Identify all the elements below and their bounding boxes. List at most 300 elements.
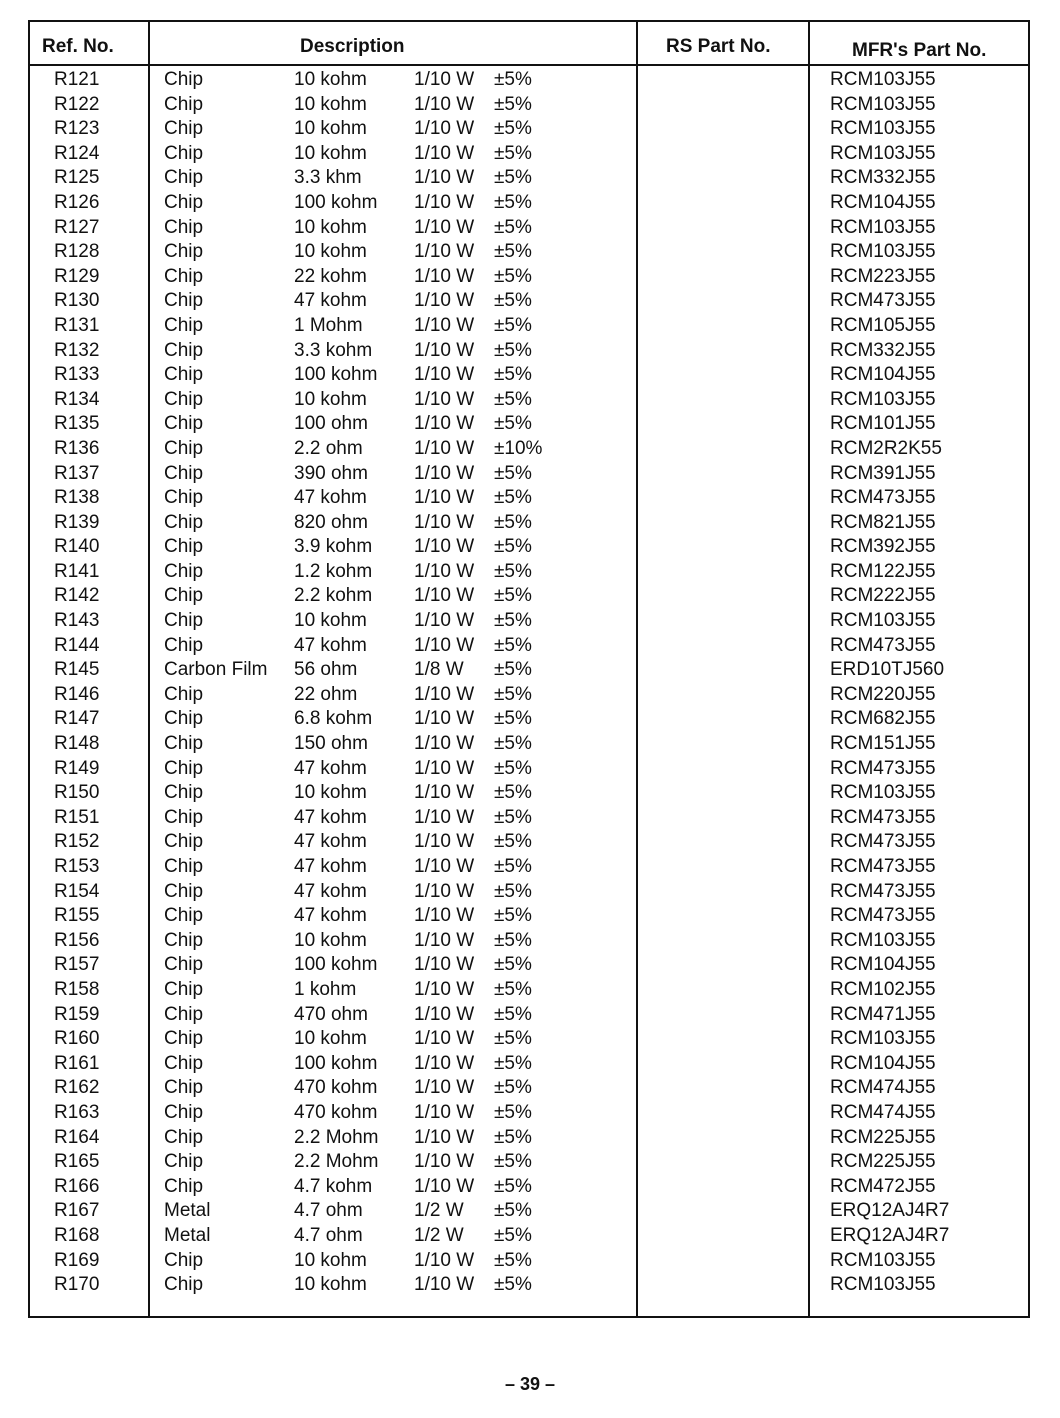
mfr-part-cell: ERQ12AJ4R7 [830, 1200, 950, 1222]
mfr-part-cell: RCM104J55 [830, 191, 936, 213]
ref-cell: R152 [54, 831, 100, 853]
tolerance-cell: ±5% [494, 93, 532, 115]
value-cell: 56 ohm [294, 659, 358, 681]
tolerance-cell: ±5% [494, 1101, 532, 1123]
mfr-part-cell: RCM473J55 [830, 905, 936, 927]
ref-cell: R134 [54, 388, 100, 410]
table-row [30, 412, 1028, 437]
wattage-cell: 1/10 W [414, 167, 475, 189]
table-body [30, 68, 1028, 1298]
type-cell: Carbon Film [164, 659, 268, 681]
header-ref-no: Ref. No. [42, 36, 114, 57]
wattage-cell: 1/8 W [414, 659, 464, 681]
ref-cell: R153 [54, 856, 100, 877]
wattage-cell: 1/10 W [414, 437, 475, 459]
mfr-part-cell: RCM332J55 [830, 167, 936, 189]
table-row [30, 1199, 1028, 1224]
mfr-part-cell: RCM103J55 [830, 69, 936, 90]
value-cell: 10 kohm [294, 142, 367, 164]
value-cell: 3.3 kohm [294, 339, 373, 361]
mfr-part-cell: RCM103J55 [830, 388, 936, 410]
mfr-part-cell: RCM103J55 [830, 1249, 936, 1271]
ref-cell: R170 [54, 1274, 100, 1296]
value-cell: 47 kohm [294, 905, 367, 927]
value-cell: 390 ohm [294, 462, 368, 484]
ref-cell: R156 [54, 929, 100, 951]
mfr-part-cell: RCM473J55 [830, 856, 936, 877]
mfr-part-cell: RCM103J55 [830, 216, 936, 238]
tolerance-cell: ±5% [494, 364, 532, 386]
table-row [30, 830, 1028, 855]
tolerance-cell: ±5% [494, 118, 532, 140]
type-cell: Chip [164, 241, 204, 263]
value-cell: 47 kohm [294, 487, 367, 509]
tolerance-cell: ±5% [494, 1077, 532, 1099]
wattage-cell: 1/10 W [414, 93, 475, 115]
mfr-part-cell: RCM103J55 [830, 241, 936, 263]
tolerance-cell: ±5% [494, 216, 532, 238]
wattage-cell: 1/10 W [414, 978, 475, 1000]
table-row [30, 609, 1028, 634]
ref-cell: R135 [54, 413, 100, 435]
mfr-part-cell: RCM474J55 [830, 1101, 936, 1123]
value-cell: 10 kohm [294, 69, 367, 90]
table-row [30, 240, 1028, 265]
wattage-cell: 1/10 W [414, 142, 475, 164]
ref-cell: R164 [54, 1126, 100, 1148]
tolerance-cell: ±5% [494, 1028, 532, 1050]
value-cell: 47 kohm [294, 634, 367, 656]
ref-cell: R131 [54, 314, 100, 336]
type-cell: Chip [164, 290, 204, 312]
wattage-cell: 1/10 W [414, 1101, 475, 1123]
mfr-part-cell: RCM682J55 [830, 708, 936, 730]
wattage-cell: 1/10 W [414, 782, 475, 804]
value-cell: 1 kohm [294, 978, 357, 1000]
wattage-cell: 1/10 W [414, 634, 475, 656]
table-row [30, 560, 1028, 585]
mfr-part-cell: RCM473J55 [830, 806, 936, 828]
tolerance-cell: ±5% [494, 1249, 532, 1271]
table-row [30, 978, 1028, 1003]
wattage-cell: 1/10 W [414, 831, 475, 853]
header-divider [30, 64, 1028, 66]
ref-cell: R161 [54, 1052, 100, 1074]
value-cell: 100 kohm [294, 954, 378, 976]
wattage-cell: 1/10 W [414, 806, 475, 828]
mfr-part-cell: RCM473J55 [830, 757, 936, 779]
tolerance-cell: ±5% [494, 1151, 532, 1173]
header-rs-part-no: RS Part No. [666, 36, 771, 57]
wattage-cell: 1/10 W [414, 1077, 475, 1099]
value-cell: 6.8 kohm [294, 708, 373, 730]
ref-cell: R126 [54, 191, 100, 213]
tolerance-cell: ±5% [494, 733, 532, 755]
table-row [30, 658, 1028, 683]
type-cell: Chip [164, 511, 204, 533]
tolerance-cell: ±5% [494, 806, 532, 828]
ref-cell: R146 [54, 683, 100, 705]
tolerance-cell: ±5% [494, 831, 532, 853]
type-cell: Chip [164, 856, 204, 877]
value-cell: 10 kohm [294, 929, 367, 951]
mfr-part-cell: RCM222J55 [830, 585, 936, 607]
tolerance-cell: ±5% [494, 560, 532, 582]
table-row [30, 634, 1028, 659]
type-cell: Chip [164, 191, 204, 213]
table-row [30, 265, 1028, 290]
wattage-cell: 1/10 W [414, 880, 475, 902]
wattage-cell: 1/10 W [414, 560, 475, 582]
tolerance-cell: ±5% [494, 339, 532, 361]
tolerance-cell: ±5% [494, 757, 532, 779]
tolerance-cell: ±5% [494, 511, 532, 533]
value-cell: 47 kohm [294, 831, 367, 853]
ref-cell: R148 [54, 733, 100, 755]
table-row [30, 535, 1028, 560]
tolerance-cell: ±5% [494, 954, 532, 976]
value-cell: 3.9 kohm [294, 536, 373, 558]
tolerance-cell: ±5% [494, 610, 532, 632]
tolerance-cell: ±5% [494, 585, 532, 607]
mfr-part-cell: RCM225J55 [830, 1151, 936, 1173]
mfr-part-cell: RCM220J55 [830, 683, 936, 705]
wattage-cell: 1/10 W [414, 585, 475, 607]
mfr-part-cell: RCM473J55 [830, 634, 936, 656]
table-row [30, 314, 1028, 339]
type-cell: Chip [164, 142, 204, 164]
ref-cell: R125 [54, 167, 100, 189]
type-cell: Chip [164, 757, 204, 779]
type-cell: Chip [164, 167, 204, 189]
table-row [30, 142, 1028, 167]
ref-cell: R132 [54, 339, 100, 361]
page-number: – 39 – [504, 1374, 556, 1394]
type-cell: Chip [164, 388, 204, 410]
type-cell: Chip [164, 413, 204, 435]
ref-cell: R144 [54, 634, 100, 656]
tolerance-cell: ±5% [494, 929, 532, 951]
value-cell: 10 kohm [294, 782, 367, 804]
ref-cell: R147 [54, 708, 100, 730]
wattage-cell: 1/10 W [414, 1052, 475, 1074]
value-cell: 2.2 Mohm [294, 1151, 379, 1173]
wattage-cell: 1/10 W [414, 1249, 475, 1271]
tolerance-cell: ±5% [494, 1003, 532, 1025]
tolerance-cell: ±5% [494, 167, 532, 189]
type-cell: Chip [164, 782, 204, 804]
tolerance-cell: ±5% [494, 487, 532, 509]
wattage-cell: 1/10 W [414, 413, 475, 435]
type-cell: Chip [164, 954, 204, 976]
wattage-cell: 1/10 W [414, 314, 475, 336]
mfr-part-cell: RCM471J55 [830, 1003, 936, 1025]
mfr-part-cell: RCM103J55 [830, 93, 936, 115]
tolerance-cell: ±5% [494, 782, 532, 804]
ref-cell: R162 [54, 1077, 100, 1099]
ref-cell: R130 [54, 290, 100, 312]
table-row [30, 904, 1028, 929]
type-cell: Chip [164, 1151, 204, 1173]
mfr-part-cell: RCM473J55 [830, 831, 936, 853]
type-cell: Chip [164, 487, 204, 509]
table-row [30, 511, 1028, 536]
wattage-cell: 1/10 W [414, 757, 475, 779]
table-row [30, 363, 1028, 388]
ref-cell: R129 [54, 265, 100, 287]
tolerance-cell: ±5% [494, 413, 532, 435]
table-row [30, 166, 1028, 191]
ref-cell: R149 [54, 757, 100, 779]
value-cell: 100 ohm [294, 413, 368, 435]
type-cell: Chip [164, 929, 204, 951]
mfr-part-cell: RCM102J55 [830, 978, 936, 1000]
table-row [30, 1027, 1028, 1052]
mfr-part-cell: RCM473J55 [830, 487, 936, 509]
value-cell: 47 kohm [294, 806, 367, 828]
tolerance-cell: ±5% [494, 1052, 532, 1074]
ref-cell: R142 [54, 585, 100, 607]
tolerance-cell: ±5% [494, 1274, 532, 1296]
table-row [30, 93, 1028, 118]
type-cell: Chip [164, 978, 204, 1000]
ref-cell: R168 [54, 1224, 100, 1246]
mfr-part-cell: RCM103J55 [830, 118, 936, 140]
table-row [30, 1273, 1028, 1298]
mfr-part-cell: ERQ12AJ4R7 [830, 1224, 950, 1246]
wattage-cell: 1/2 W [414, 1224, 464, 1246]
table-row [30, 68, 1028, 93]
mfr-part-cell: RCM151J55 [830, 733, 936, 755]
mfr-part-cell: RCM223J55 [830, 265, 936, 287]
value-cell: 10 kohm [294, 93, 367, 115]
mfr-part-cell: RCM103J55 [830, 929, 936, 951]
table-row [30, 437, 1028, 462]
mfr-part-cell: RCM103J55 [830, 142, 936, 164]
mfr-part-cell: RCM122J55 [830, 560, 936, 582]
table-row [30, 732, 1028, 757]
wattage-cell: 1/10 W [414, 536, 475, 558]
table-row [30, 1175, 1028, 1200]
value-cell: 3.3 khm [294, 167, 362, 189]
mfr-part-cell: RCM103J55 [830, 610, 936, 632]
table-row [30, 191, 1028, 216]
wattage-cell: 1/10 W [414, 1126, 475, 1148]
tolerance-cell: ±5% [494, 659, 532, 681]
mfr-part-cell: RCM103J55 [830, 1028, 936, 1050]
ref-cell: R157 [54, 954, 100, 976]
table-row [30, 880, 1028, 905]
ref-cell: R122 [54, 93, 100, 115]
tolerance-cell: ±5% [494, 314, 532, 336]
type-cell: Metal [164, 1200, 211, 1222]
table-row [30, 117, 1028, 142]
type-cell: Chip [164, 610, 204, 632]
table-row [30, 707, 1028, 732]
type-cell: Chip [164, 339, 204, 361]
ref-cell: R151 [54, 806, 100, 828]
wattage-cell: 1/10 W [414, 241, 475, 263]
value-cell: 100 kohm [294, 1052, 378, 1074]
type-cell: Chip [164, 1126, 204, 1148]
table-row [30, 1126, 1028, 1151]
value-cell: 10 kohm [294, 1028, 367, 1050]
value-cell: 47 kohm [294, 290, 367, 312]
type-cell: Chip [164, 1175, 204, 1197]
value-cell: 1 Mohm [294, 314, 363, 336]
value-cell: 4.7 ohm [294, 1200, 363, 1222]
wattage-cell: 1/10 W [414, 118, 475, 140]
ref-cell: R138 [54, 487, 100, 509]
type-cell: Chip [164, 733, 204, 755]
wattage-cell: 1/10 W [414, 339, 475, 361]
value-cell: 150 ohm [294, 733, 368, 755]
value-cell: 10 kohm [294, 1249, 367, 1271]
ref-cell: R121 [54, 69, 100, 90]
table-row [30, 339, 1028, 364]
type-cell: Chip [164, 708, 204, 730]
type-cell: Chip [164, 314, 204, 336]
type-cell: Chip [164, 265, 204, 287]
value-cell: 100 kohm [294, 364, 378, 386]
wattage-cell: 1/10 W [414, 69, 475, 90]
table-row [30, 855, 1028, 880]
type-cell: Chip [164, 536, 204, 558]
value-cell: 2.2 ohm [294, 437, 363, 459]
ref-cell: R145 [54, 659, 100, 681]
type-cell: Chip [164, 683, 204, 705]
ref-cell: R169 [54, 1249, 100, 1271]
tolerance-cell: ±5% [494, 905, 532, 927]
type-cell: Chip [164, 806, 204, 828]
table-row [30, 1249, 1028, 1274]
header-description: Description [300, 36, 405, 57]
table-row [30, 1052, 1028, 1077]
wattage-cell: 1/10 W [414, 290, 475, 312]
value-cell: 4.7 kohm [294, 1175, 373, 1197]
table-row [30, 683, 1028, 708]
type-cell: Chip [164, 1274, 204, 1296]
wattage-cell: 1/10 W [414, 856, 475, 877]
type-cell: Chip [164, 560, 204, 582]
value-cell: 47 kohm [294, 856, 367, 877]
table-row [30, 584, 1028, 609]
type-cell: Metal [164, 1224, 211, 1246]
wattage-cell: 1/10 W [414, 954, 475, 976]
value-cell: 470 kohm [294, 1101, 378, 1123]
type-cell: Chip [164, 585, 204, 607]
type-cell: Chip [164, 1077, 204, 1099]
wattage-cell: 1/10 W [414, 905, 475, 927]
mfr-part-cell: RCM391J55 [830, 462, 936, 484]
table-row [30, 1076, 1028, 1101]
wattage-cell: 1/10 W [414, 462, 475, 484]
ref-cell: R128 [54, 241, 100, 263]
mfr-part-cell: RCM105J55 [830, 314, 936, 336]
table-row [30, 781, 1028, 806]
value-cell: 10 kohm [294, 1274, 367, 1296]
tolerance-cell: ±5% [494, 856, 532, 877]
wattage-cell: 1/10 W [414, 1003, 475, 1025]
tolerance-cell: ±5% [494, 265, 532, 287]
table-row [30, 289, 1028, 314]
value-cell: 10 kohm [294, 241, 367, 263]
tolerance-cell: ±5% [494, 1224, 532, 1246]
tolerance-cell: ±5% [494, 69, 532, 90]
type-cell: Chip [164, 93, 204, 115]
type-cell: Chip [164, 1052, 204, 1074]
tolerance-cell: ±5% [494, 1200, 532, 1222]
wattage-cell: 1/10 W [414, 216, 475, 238]
mfr-part-cell: RCM104J55 [830, 1052, 936, 1074]
tolerance-cell: ±5% [494, 191, 532, 213]
table-row [30, 216, 1028, 241]
ref-cell: R155 [54, 905, 100, 927]
wattage-cell: 1/10 W [414, 191, 475, 213]
table-row [30, 757, 1028, 782]
tolerance-cell: ±5% [494, 290, 532, 312]
wattage-cell: 1/10 W [414, 683, 475, 705]
tolerance-cell: ±5% [494, 1126, 532, 1148]
wattage-cell: 1/10 W [414, 511, 475, 533]
tolerance-cell: ±5% [494, 142, 532, 164]
mfr-part-cell: RCM104J55 [830, 364, 936, 386]
tolerance-cell: ±5% [494, 1175, 532, 1197]
mfr-part-cell: RCM821J55 [830, 511, 936, 533]
tolerance-cell: ±5% [494, 536, 532, 558]
tolerance-cell: ±5% [494, 462, 532, 484]
type-cell: Chip [164, 1249, 204, 1271]
tolerance-cell: ±5% [494, 241, 532, 263]
wattage-cell: 1/10 W [414, 1175, 475, 1197]
ref-cell: R141 [54, 560, 100, 582]
value-cell: 100 kohm [294, 191, 378, 213]
wattage-cell: 1/10 W [414, 1274, 475, 1296]
wattage-cell: 1/10 W [414, 929, 475, 951]
tolerance-cell: ±5% [494, 978, 532, 1000]
ref-cell: R137 [54, 462, 100, 484]
ref-cell: R140 [54, 536, 100, 558]
tolerance-cell: ±5% [494, 388, 532, 410]
ref-cell: R123 [54, 118, 100, 140]
tolerance-cell: ±5% [494, 880, 532, 902]
value-cell: 22 ohm [294, 683, 358, 705]
ref-cell: R133 [54, 364, 100, 386]
ref-cell: R139 [54, 511, 100, 533]
type-cell: Chip [164, 69, 204, 90]
table-row [30, 1224, 1028, 1249]
type-cell: Chip [164, 831, 204, 853]
type-cell: Chip [164, 462, 204, 484]
table-row [30, 462, 1028, 487]
ref-cell: R150 [54, 782, 100, 804]
value-cell: 47 kohm [294, 880, 367, 902]
mfr-part-cell: RCM104J55 [830, 954, 936, 976]
ref-cell: R154 [54, 880, 100, 902]
wattage-cell: 1/2 W [414, 1200, 464, 1222]
value-cell: 2.2 kohm [294, 585, 373, 607]
mfr-part-cell: RCM103J55 [830, 1274, 936, 1296]
mfr-part-cell: RCM332J55 [830, 339, 936, 361]
mfr-part-cell: RCM472J55 [830, 1175, 936, 1197]
mfr-part-cell: RCM392J55 [830, 536, 936, 558]
table-row [30, 1150, 1028, 1175]
type-cell: Chip [164, 1101, 204, 1123]
ref-cell: R143 [54, 610, 100, 632]
type-cell: Chip [164, 880, 204, 902]
wattage-cell: 1/10 W [414, 708, 475, 730]
wattage-cell: 1/10 W [414, 610, 475, 632]
